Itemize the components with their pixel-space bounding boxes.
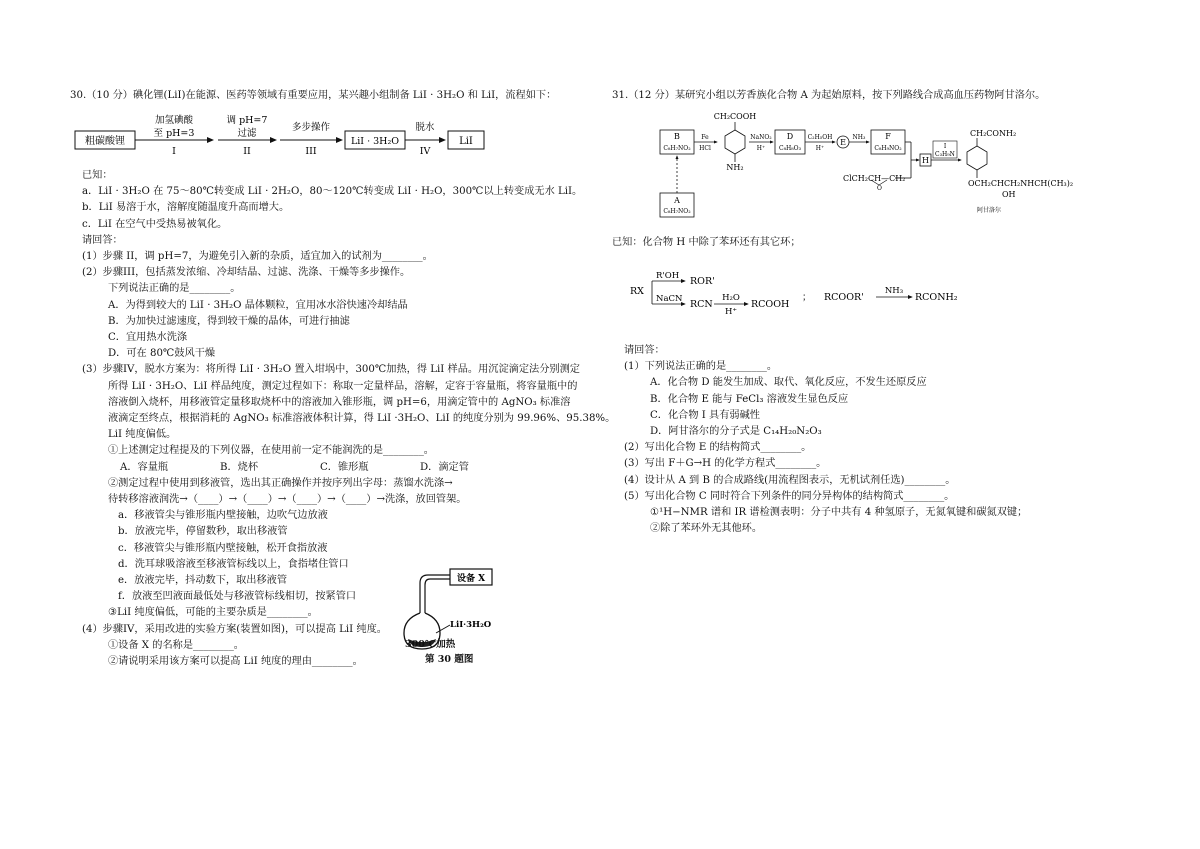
fig-caption: 第 30 题图 xyxy=(425,654,474,665)
rx-reagent-roh: R'OH xyxy=(656,271,680,281)
flow-step4-num: IV xyxy=(419,146,431,157)
compound-c-top-group: CH₂COOH xyxy=(713,112,757,121)
compound-i-label: I xyxy=(943,143,947,150)
question-30 xyxy=(70,88,590,104)
q30-part3-q1: ①上述测定过程提及的下列仪器，在使用前一定不能润洗的是________。 xyxy=(108,445,434,457)
q30-part4-q1: ①设备 X 的名称是________。 xyxy=(108,639,244,651)
rx-product-ether: ROR' xyxy=(690,276,715,287)
compound-i-formula: C₃H₉N xyxy=(935,151,955,158)
flow-step2-top2: 过滤 xyxy=(237,128,257,139)
question-31 xyxy=(612,88,1172,104)
reagent-h-plus-1: H⁺ xyxy=(756,145,766,152)
q30-part4-q2: ②请说明采用该方案可以提高 LiI 纯度的理由________。 xyxy=(108,656,363,668)
reagent-h-plus-2: H⁺ xyxy=(815,145,825,152)
fig-heat-text: 300℃加热 xyxy=(405,639,456,650)
q30-part3-option-b: B．烧杯 xyxy=(220,461,259,473)
rx-reagent-water: H₂O xyxy=(722,293,740,303)
rx-product-amide: RCONH₂ xyxy=(915,292,958,303)
q31-part5-cond1: ①¹H−NMR 谱和 IR 谱检测表明：分子中共有 4 种氢原子，无氮氧键和碳氮双键； xyxy=(650,507,1028,519)
q30-step-b: b．放液完毕，停留数秒，取出移液管 xyxy=(118,526,288,538)
flow-step3-num: III xyxy=(305,146,317,157)
q30-step-f: f．放液至凹液面最低处与移液管标线相切，按紧管口 xyxy=(118,591,357,603)
q30-part2-option-a: A．为得到较大的 LiI · 3H₂O 晶体颗粒，宜用冰水浴快速冷却结晶 xyxy=(108,299,408,311)
flow-step1-top2: 至 pH=3 xyxy=(153,128,195,139)
product-ring xyxy=(967,146,987,170)
q30-part3-option-d: D．滴定管 xyxy=(420,461,469,473)
flow-step3-top: 多步操作 xyxy=(291,122,331,133)
q30-part2-option-c: C．宜用热水洗涤 xyxy=(108,332,188,344)
compound-d-formula: C₈H₈O₃ xyxy=(779,145,801,152)
q30-part3-q3: ③LiI 纯度偏低，可能的主要杂质是________。 xyxy=(108,607,318,619)
flow-box-crude-label: 粗碳酸锂 xyxy=(85,136,125,147)
compound-e-label: E xyxy=(840,138,846,147)
flask-pointer xyxy=(436,625,450,633)
rx-reagent-acid: H⁺ xyxy=(725,307,737,317)
q30-step-c: c．移液管尖与锥形瓶内壁接触，松开食指放液 xyxy=(118,542,328,554)
epoxide-g: ClCH₂CH—CH₂ xyxy=(843,174,906,183)
q31-part2: (2）写出化合物 E 的结构简式________。 xyxy=(624,442,812,454)
rx-ester: RCOOR' xyxy=(824,292,864,303)
q30-step-d: d．洗耳球吸溶液至移液管标线以上，食指堵住管口 xyxy=(118,558,349,570)
flow-box-lii-label: LiI xyxy=(459,136,473,147)
rx-separator: ； xyxy=(802,292,812,303)
q30-known-title: 已知： xyxy=(82,170,113,181)
flow-step4-top: 脱水 xyxy=(415,122,435,133)
q30-flow-diagram xyxy=(70,108,490,158)
q31-part1: (1）下列说法正确的是________。 xyxy=(624,361,778,373)
reagent-nano2: NaNO₂ xyxy=(750,134,772,141)
q30-part3-q2b: 待转移溶液润洗→（____）→（____）→（____）→（____）→洗涤，放回管架。 xyxy=(108,494,467,506)
reagent-ethanol: C₂H₅OH xyxy=(807,134,833,141)
rx-reagent-nacn: NaCN xyxy=(656,294,683,304)
q31-ask: 请回答： xyxy=(624,345,665,356)
q30-step-e: e．放液完毕，抖动数下，取出移液管 xyxy=(118,575,288,587)
q30-known-a: a．LiI · 3H₂O 在 75～80℃转变成 LiI · 2H₂O，80～120℃转变成 LiI · H₂O，300℃以上转变成无水 LiI。 xyxy=(82,186,583,198)
q30-part3-options xyxy=(70,460,590,476)
q31-part1-option-d: D．阿甘洛尔的分子式是 C₁₄H₂₀N₂O₃ xyxy=(650,426,822,438)
q30-known-b: b．LiI 易溶于水，溶解度随温度升高而增大。 xyxy=(82,202,290,214)
q30-known-c: c．LiI 在空气中受热易被氧化。 xyxy=(82,218,228,230)
product-oh: OH xyxy=(1002,190,1016,199)
q30-body xyxy=(70,168,616,670)
compound-c-ring xyxy=(725,130,745,154)
rx-reactant: RX xyxy=(630,286,644,297)
reagent-nh3-1: NH₃ xyxy=(852,134,866,141)
flow-box-hydrate-label: LiI · 3H₂O xyxy=(350,136,400,147)
product-bottom-group: OCH₂CHCH₂NHCH(CH₃)₂ xyxy=(968,179,1074,188)
epoxide-o: O xyxy=(877,185,882,192)
q31-part4: (4）设计从 A 到 B 的合成路线(用流程图表示，无机试剂任选)________。 xyxy=(624,474,956,486)
q30-part2-sub: 下列说法正确的是________。 xyxy=(108,283,241,295)
compound-f-formula: C₈H₉NO₂ xyxy=(874,145,902,152)
flow-step2-num: II xyxy=(243,146,251,157)
q31-synthesis-scheme xyxy=(655,108,1075,223)
q30-part2-option-b: B．为加快过滤速度，得到较干燥的晶体，可进行抽滤 xyxy=(108,315,350,327)
q30-part3-line4: 液滴定至终点，根据消耗的 AgNO₃ 标准溶液体积计算，得 LiI ·3H₂O、LiI 的纯度分别为 99.96%、95.38%。 xyxy=(108,413,616,425)
reagent-fe: Fe xyxy=(701,134,709,141)
q31-part5-cond2: ②除了苯环外无其他环。 xyxy=(650,523,763,535)
q30-part2-option-d: D．可在 80℃鼓风干燥 xyxy=(108,348,216,360)
compound-c-bottom-group: NH₂ xyxy=(726,163,744,172)
device-x-label: 设备 X xyxy=(456,574,486,584)
q31-part3: (3）写出 F＋G→H 的化学方程式________。 xyxy=(624,458,827,470)
q30-part3-line1: (3）步骤IV，脱水方案为：将所得 LiI · 3H₂O 置入坩埚中，300℃加热，得 LiI 样品。用沉淀滴定法分别测定 xyxy=(82,364,580,376)
product-top-group: CH₂CONH₂ xyxy=(970,129,1017,138)
compound-a-label: A xyxy=(674,196,680,205)
flow-step2-top1: 调 pH=7 xyxy=(226,115,268,126)
q30-ask: 请回答： xyxy=(82,234,123,246)
compound-a-formula: C₈H₇NO₂ xyxy=(663,208,691,215)
rx-product-nitrile: RCN xyxy=(690,299,713,310)
q31-part1-option-b: B．化合物 E 能与 FeCl₃ 溶液发生显色反应 xyxy=(650,393,849,405)
flask-tube xyxy=(420,575,450,613)
q30-part2: (2）步骤III，包括蒸发浓缩、冷却结晶、过滤、洗涤、干燥等多步操作。 xyxy=(82,267,411,279)
q30-part3-line5: LiI 纯度偏低。 xyxy=(108,429,177,441)
q30-title: 30.（10 分）碘化锂(LiI)在能源、医药等领域有重要应用，某兴趣小组制备 LiI · 3H₂O 和 LiI，流程如下： xyxy=(70,90,557,101)
flask-content-label: LiI·3H₂O xyxy=(450,620,492,630)
q31-known: 已知：化合物 H 中除了苯环还有其它环； xyxy=(612,237,801,248)
compound-h-label: H xyxy=(922,156,929,165)
q30-part3-q2a: ②测定过程中使用到移液管，选出其正确操作并按序列出字母：蒸馏水洗涤→ xyxy=(108,477,453,489)
flow-step1-num: I xyxy=(172,146,176,157)
q30-part3-option-a: A．容量瓶 xyxy=(120,461,169,473)
reagent-hcl: HCl xyxy=(699,145,711,152)
flow-step1-top1: 加氢碘酸 xyxy=(154,115,194,126)
q30-part1: (1）步骤 II，调 pH=7，为避免引入新的杂质，适宜加入的试剂为________。 xyxy=(82,251,433,263)
rx-product-acid: RCOOH xyxy=(751,299,790,310)
q30-step-a: a．移液管尖与锥形瓶内壁接触，边吹气边放液 xyxy=(118,510,328,522)
q31-title: 31.（12 分）某研究小组以芳香族化合物 A 为起始原料，按下列路线合成高血压药物阿甘洛尔。 xyxy=(612,90,1046,101)
product-name: 阿甘洛尔 xyxy=(977,207,1002,214)
q30-apparatus-figure xyxy=(400,565,510,665)
compound-b-label: B xyxy=(674,132,680,141)
q31-part1-option-c: C．化合物 I 具有弱碱性 xyxy=(650,409,760,421)
q30-part3-line2: 所得 LiI · 3H₂O、LiI 样品纯度，测定过程如下：称取一定量样品，溶解，定容于容量瓶，将容量瓶中的 xyxy=(108,380,578,392)
rx-reagent-nh3: NH₃ xyxy=(884,286,904,296)
q30-part4: (4）步骤IV，采用改进的实验方案(装置如图)，可以提高 LiI 纯度。 xyxy=(82,623,387,635)
q31-part5: (5）写出化合物 C 同时符合下列条件的同分异构体的结构简式________。 xyxy=(624,490,955,502)
compound-b-formula: C₈H₇NO₂ xyxy=(663,145,691,152)
compound-f-label: F xyxy=(885,132,891,141)
q31-part1-option-a: A．化合物 D 能发生加成、取代、氧化反应，不发生还原反应 xyxy=(650,377,927,389)
q30-part3-option-c: C．锥形瓶 xyxy=(320,461,369,473)
q30-part3-line3: 溶液倒入烧杯，用移液管定量移取烧杯中的溶液加入锥形瓶，调 pH=6，用滴定管中的 AgNO₃ 标准溶 xyxy=(108,396,571,408)
q31-known-reactions xyxy=(630,268,980,318)
compound-d-label: D xyxy=(786,132,794,141)
q31-body xyxy=(612,343,1172,537)
